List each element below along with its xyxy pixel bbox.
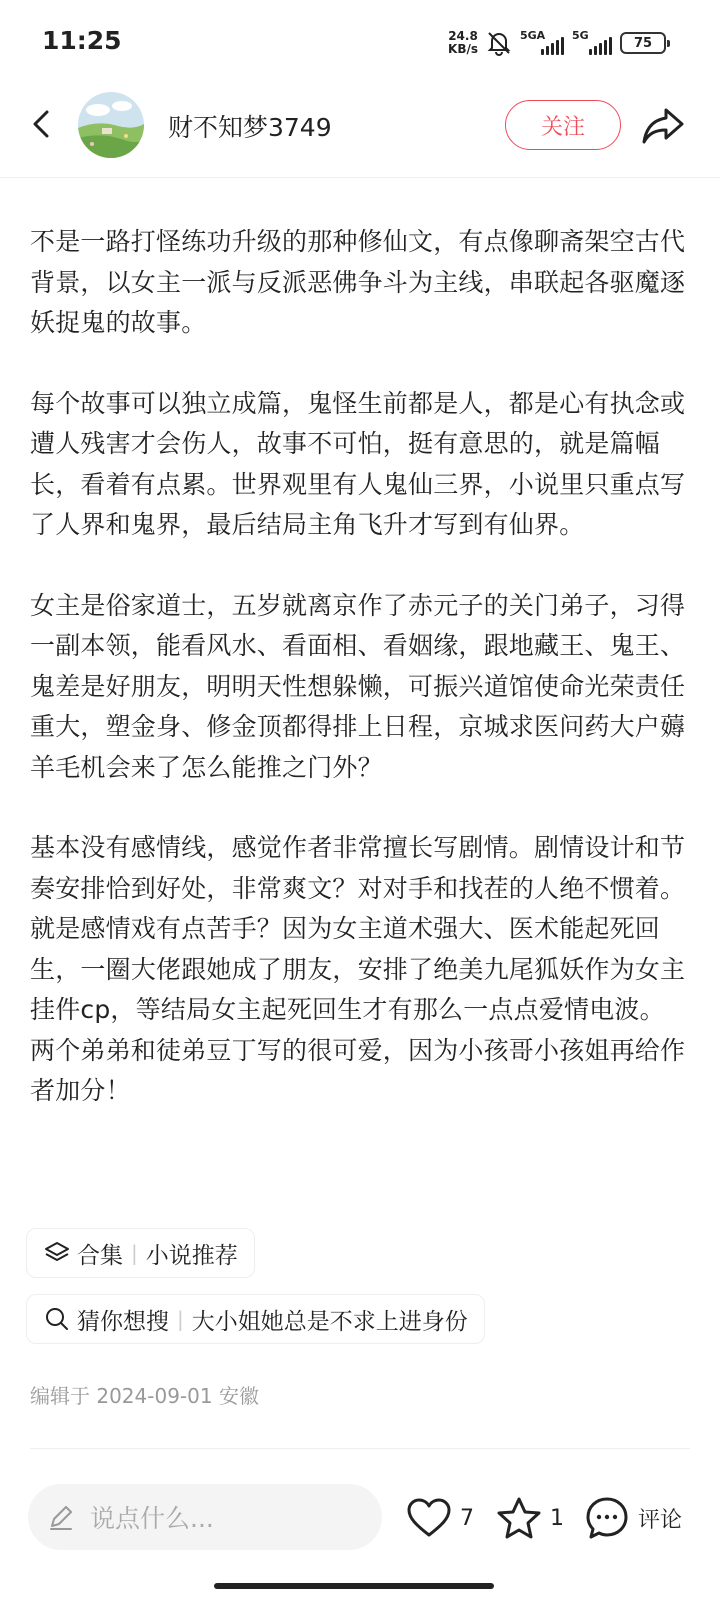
signal-5g-icon	[572, 31, 612, 55]
like-count: 7	[460, 1505, 474, 1531]
network-speed-unit: KB/s	[448, 42, 478, 56]
suggested-search-tag[interactable]	[26, 1294, 485, 1344]
collection-tag[interactable]	[26, 1228, 255, 1278]
network-speed-value: 24.8	[448, 29, 478, 43]
home-indicator[interactable]	[214, 1583, 494, 1589]
comment-input[interactable]	[28, 1484, 382, 1550]
pencil-icon	[46, 1502, 76, 1532]
suggested-search-value: 大小姐她总是不求上进身份	[191, 1308, 468, 1335]
status-bar	[0, 0, 720, 82]
comment-button[interactable]	[584, 1490, 682, 1546]
status-icons	[448, 28, 666, 58]
follow-button[interactable]: 关注	[505, 100, 621, 150]
edit-info: 编辑于 2024-09-01 安徽	[30, 1384, 259, 1408]
heart-icon	[406, 1497, 452, 1539]
post-paragraph: 女主是俗家道士，五岁就离京作了赤元子的关门弟子，习得一副本领，能看风水、看面相、看姻缘，跟地藏王、鬼王、鬼差是好朋友，明明天性想躲懒，可振兴道馆使命光荣责任重大，塑金身、修金顶都得排上日程，京城求医问药大户薅羊毛机会来了怎么能推之门外？	[30, 590, 686, 782]
battery-level: 75	[633, 35, 653, 51]
network-speed	[448, 30, 478, 56]
post-content	[30, 222, 690, 1152]
comment-label: 评论	[638, 1507, 683, 1533]
bell-muted-icon	[486, 30, 512, 56]
signal-5ga-label: 5GA	[520, 29, 546, 42]
signal-5ga-icon	[520, 31, 564, 55]
avatar[interactable]	[78, 92, 144, 158]
collection-tag-value: 小说推荐	[145, 1242, 238, 1269]
status-time: 11:25	[42, 26, 122, 55]
share-arrow-icon[interactable]	[640, 102, 686, 148]
star-icon	[496, 1496, 542, 1540]
post-paragraph: 不是一路打怪练功升级的那种修仙文，有点像聊斋架空古代背景，以女主一派与反派恶佛争斗为主线，串联起各驱魔逐妖捉鬼的故事。	[30, 227, 686, 337]
favorite-button[interactable]	[496, 1490, 564, 1546]
tag-separator: |	[177, 1307, 184, 1331]
collection-tag-label: 合集	[77, 1242, 123, 1269]
post-paragraph: 每个故事可以独立成篇，鬼怪生前都是人，都是心有执念或遭人残害才会伤人，故事不可怕，挺有意思的，就是篇幅长，看着有点累。世界观里有人鬼仙三界，小说里只重点写了人界和鬼界，最后结局主角飞升才写到有仙界。	[30, 388, 686, 539]
username[interactable]: 财不知梦3749	[168, 113, 332, 142]
comment-placeholder: 说点什么...	[90, 1504, 214, 1533]
signal-5g-label: 5G	[572, 29, 589, 42]
layers-icon	[43, 1239, 71, 1267]
post-paragraph: 基本没有感情线，感觉作者非常擅长写剧情。剧情设计和节奏安排恰到好处，非常爽文？对对手和找茬的人绝不惯着。就是感情戏有点苦手？因为女主道术强大、医术能起死回生，一圈大佬跟她成了朋友，安排了绝美九尾狐妖作为女主挂件cp，等结局女主起死回生才有那么一点点爱情电波。两个弟弟和徒弟豆丁写的很可爱，因为小孩哥小孩姐再给作者加分！	[30, 833, 686, 1105]
chevron-left-icon[interactable]	[22, 104, 62, 144]
like-button[interactable]	[406, 1490, 474, 1546]
favorite-count: 1	[550, 1505, 564, 1531]
suggested-search-label: 猜你想搜	[77, 1308, 169, 1335]
post-header	[0, 82, 720, 178]
divider	[30, 1448, 690, 1449]
search-icon	[43, 1305, 71, 1333]
avatar-image	[78, 92, 144, 158]
comment-bubble-icon	[584, 1495, 630, 1541]
battery-icon	[620, 32, 666, 54]
tag-separator: |	[131, 1241, 138, 1265]
